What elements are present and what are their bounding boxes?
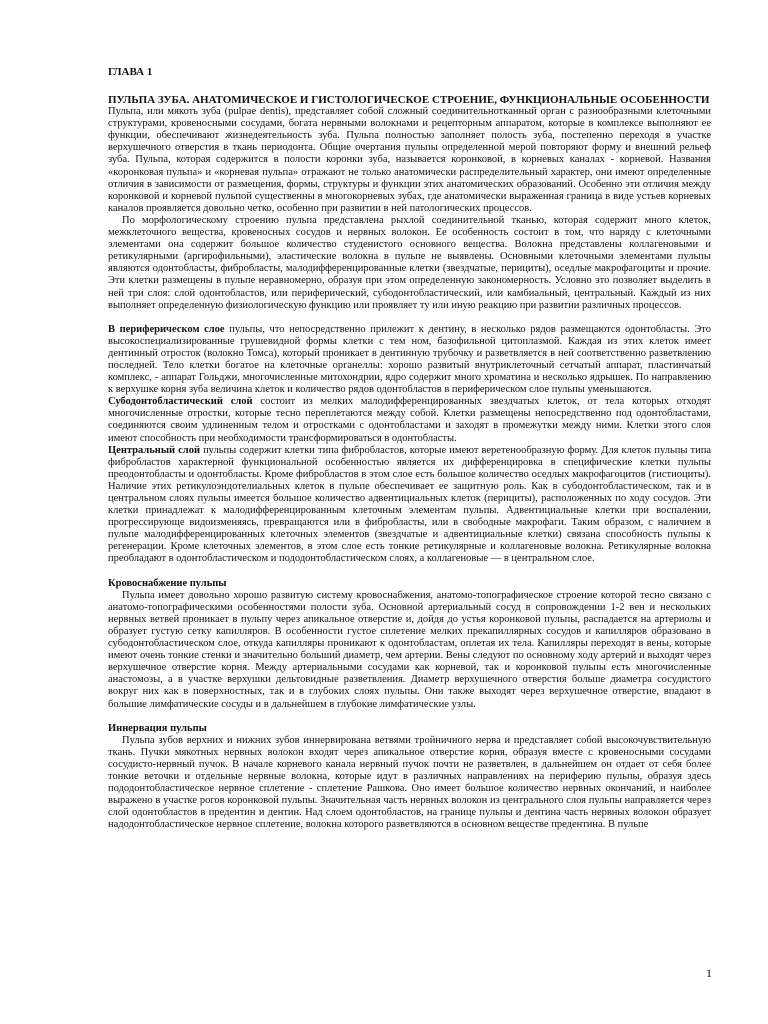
central-layer-paragraph xyxy=(108,445,711,566)
central-layer-term: Центральный слой xyxy=(108,444,200,456)
innervation-paragraph: Пульпа зубов верхних и нижних зубов иннервирована ветвями тройничного нерва и представляет собой высокочувствительную ткань. Пучки мякотных нервных волокон входят через апикальное отверстие корня, образуя вместе с кровеносными сосудами сосудисто-нервный пучок. В начале корневого канала нервный пучок почти не разветвлен, в дальнейшем он отдает от себя более тонкие веточки и отдельные нервные волокна, которые идут в различных направлениях на периферию пульпы, образуя здесь пододонтобластическое нервное сплетение - сплетение Рашкова. Оно имеет большое количество нервных окончаний, и наиболее выражено в участке рогов коронковой пульпы. Значительная часть нервных волокон из центрального слоя пульпы направляется через слой одонтобластов в предентин и дентин. Над слоем одонтобластов, на границе пульпы и дентина часть нервных волокон образует надодонтобластическое нервное сплетение, волокна которого разветвляются в основном веществе предентина. В пульпе xyxy=(108,734,711,831)
page-number: 1 xyxy=(706,966,712,980)
subodontoblastic-layer-term: Субодонтобластический слой xyxy=(108,396,253,408)
document-page xyxy=(108,62,711,831)
chapter-heading: ГЛАВА 1 xyxy=(108,66,153,78)
intro-paragraph-2: По морфологическому строению пульпа представлена рыхлой соединительной тканью, которая содержит много клеток, межклеточного вещества, кровеносных сосудов и нервных волокон. Ее особенность состоит в том, что наряду с клеточными элементами она содержит большое количество студенистого основного вещества. Волокна представлены коллагеновыми и ретикулярными (аргирофильными), эластические волокна в пульпе не выявлены. Основными клеточными элементами пульпы являются одонтобласты, фибробласты, малодифференцированные клетки (звездчатые, перициты), оседлые макрофагоциты и прочие. Эти клетки размещены в пульпе неравномерно, образуя при этом определенную закономерность. Условно это позволяет выделить в ней три слоя: слой одонтобластов, или периферический, субодонтобластический, или камбиальный, центральный. Каждый из них выполняет определенную физиологическую функцию или проявляет ту или иную реакцию при развитии различных процессов. xyxy=(108,214,711,311)
blood-supply-paragraph: Пульпа имеет довольно хорошо развитую систему кровоснабжения, анатомо-топографическое строение которой тесно связано с анатомо-топографическими особенностями полости зуба. Основной артериальный сосуд в сопровождении 1-2 вен и нескольких нервных ветвей проникает в пульпу через апикальное отверстие и, дойдя до устья коронковой пульпы, распадается на артериолы и образует густую сетку капилляров. В особенности густое сплетение мелких прекапиллярных сосудов и капилляров образовано в субодонтобластическом слое, откуда капилляры проникают к одонтобластам, оплетая их тела. Капилляры переходят в вены, которые имеют очень тонкие стенки и значительно больший диаметр, чем артерии. Вены следуют по основному ходу артерий и выходят через верхушечное отверстие корня. Между артериальными сосудами как корневой, так и коронковой пульпы есть многочисленные анастомозы, а в участке верхушки дельтовидные разветвления. Диаметр верхушечного отверстия больше диаметра сосудистого вокруг них как в поверхностных, так и в глубоких слоях пульпы. Они также выходят через верхушечное отверстие, впадают в большие лимфатические сосуды и в дальнейшем в глубокие лимфатические узлы. xyxy=(108,589,711,710)
spacer xyxy=(108,711,711,723)
subodontoblastic-layer-text: состоит из мелких малодифференцированных звездчатых клеток, от тела которых отходят многочисленные отростки, которые тесно переплетаются между собой. Клетки размещены непосредственно под одонтобластами, соединяются своим удлиненным телом и отростками с одонтобластами и заходят в промежутки между ними. Клетки этого слоя имеют способность при необходимости трансформироваться в одонтобласты. xyxy=(108,396,711,444)
peripheral-layer-term: В периферическом слое xyxy=(108,323,225,335)
spacer xyxy=(108,566,711,578)
subodontoblastic-layer-paragraph xyxy=(108,396,711,444)
peripheral-layer-paragraph xyxy=(108,324,711,397)
peripheral-layer-text: пульпы, что непосредственно прилежит к дентину, в несколько рядов размещаются одонтобласты. Это высокоспециализированные грушевидной формы клетки с тем ном, базофильной цитоплазмой. Каждая из этих клеток имеет дентинный отросток (волокно Томса), который проникает в дентинную трубочку и разветвляется в ней соответственно разветвлению последней. Тело клетки богатое на клеточные органеллы: хорошо развитый внутриклеточный сетчатый аппарат, пластинчатый комплекс, - аппарат Гольджи, многочисленные митохондрии, ядро содержит много хроматина и несколько ядрышек. По направлению к верхушке корня зуба величина клеток и количество рядов одонтобластов в периферическом слое пульпы уменьшаются. xyxy=(108,323,711,396)
central-layer-text: пульпы содержит клетки типа фибробластов, которые имеют веретенообразную форму. Для клеток пульпы типа фибробластов характерной функциональной особенностью является их дифференцировка в специфические клетки пульпы преодонтобласты и одонтобласты. Кроме фибробластов в этом слое есть большое количество оседлых макрофагоцитов (гистиоциты). Наличие этих ретикулоэндотелиальных клеток в пульпе обеспечивает ее защитную роль. Как в субодонтобластическом, так и в центральном слоях пульпы имеется большое количество адвентициальных клеток (перициты), расположенных по ходу сосудов. Эти клетки принадлежат к малодифференцированным клеточным элементам пульпы. Адвентициальные клетки при воспалении, прогрессирующе видоизменяясь, превращаются или в фибробласты, или в свободные макрофаги. Таким образом, с наличием в пульпе малодифференцированных клеточных элементов (звездчатые и адвентициальные клетки) связана способность пульпы к регенерации. Кроме клеточных элементов, в этом слое есть тонкие ретикулярные и коллагеновые волокна. Ретикулярные волокна преобладают в одонтобластическом и пододонтобластическом слоях, а коллагеновые — в центральном слое. xyxy=(108,444,711,565)
intro-paragraph-1: Пульпа, или мякоть зуба (pulpae dentis), представляет собой сложный соединительнотканный орган с разнообразными клеточными структурами, кровеносными сосудами, богата нервными волокнами и рецепторным аппаратом, которые в комплексе выполняют ее функции, обеспечивают жизнедеятельность зуба. Пульпа полностью заполняет полость зуба, постепенно переходя в участке верхушечного отверстия в ткань периодонта. Общие очертания пульпы определенной мерой повторяют форму и внешний рельеф зуба. Пульпа, которая содержится в полости коронки зуба, называется коронковой, в корневых каналах - корневой. Названия «коронковая пульпа» и «корневая пульпа» отражают не только анатомически распределительный характер, они имеют определенные отличия в зависимости от размещения, формы, структуры и функции этих анатомических образований. Особенно эти отличия между коронковой и корневой пульпой существенны в многокорневых зубах, где анатомически выраженная граница в виде устьев корневых каналов проявляется довольно четко, особенно при развитии в ней патологических процессов. xyxy=(108,106,711,214)
innervation-heading: Иннервация пульпы xyxy=(108,722,207,734)
spacer xyxy=(108,312,711,324)
blood-supply-heading: Кровоснабжение пульпы xyxy=(108,577,227,589)
section-title: ПУЛЬПА ЗУБА. АНАТОМИЧЕСКОЕ И ГИСТОЛОГИЧЕСКОЕ СТРОЕНИЕ, ФУНКЦИОНАЛЬНЫЕ ОСОБЕННОСТИ xyxy=(108,94,710,107)
